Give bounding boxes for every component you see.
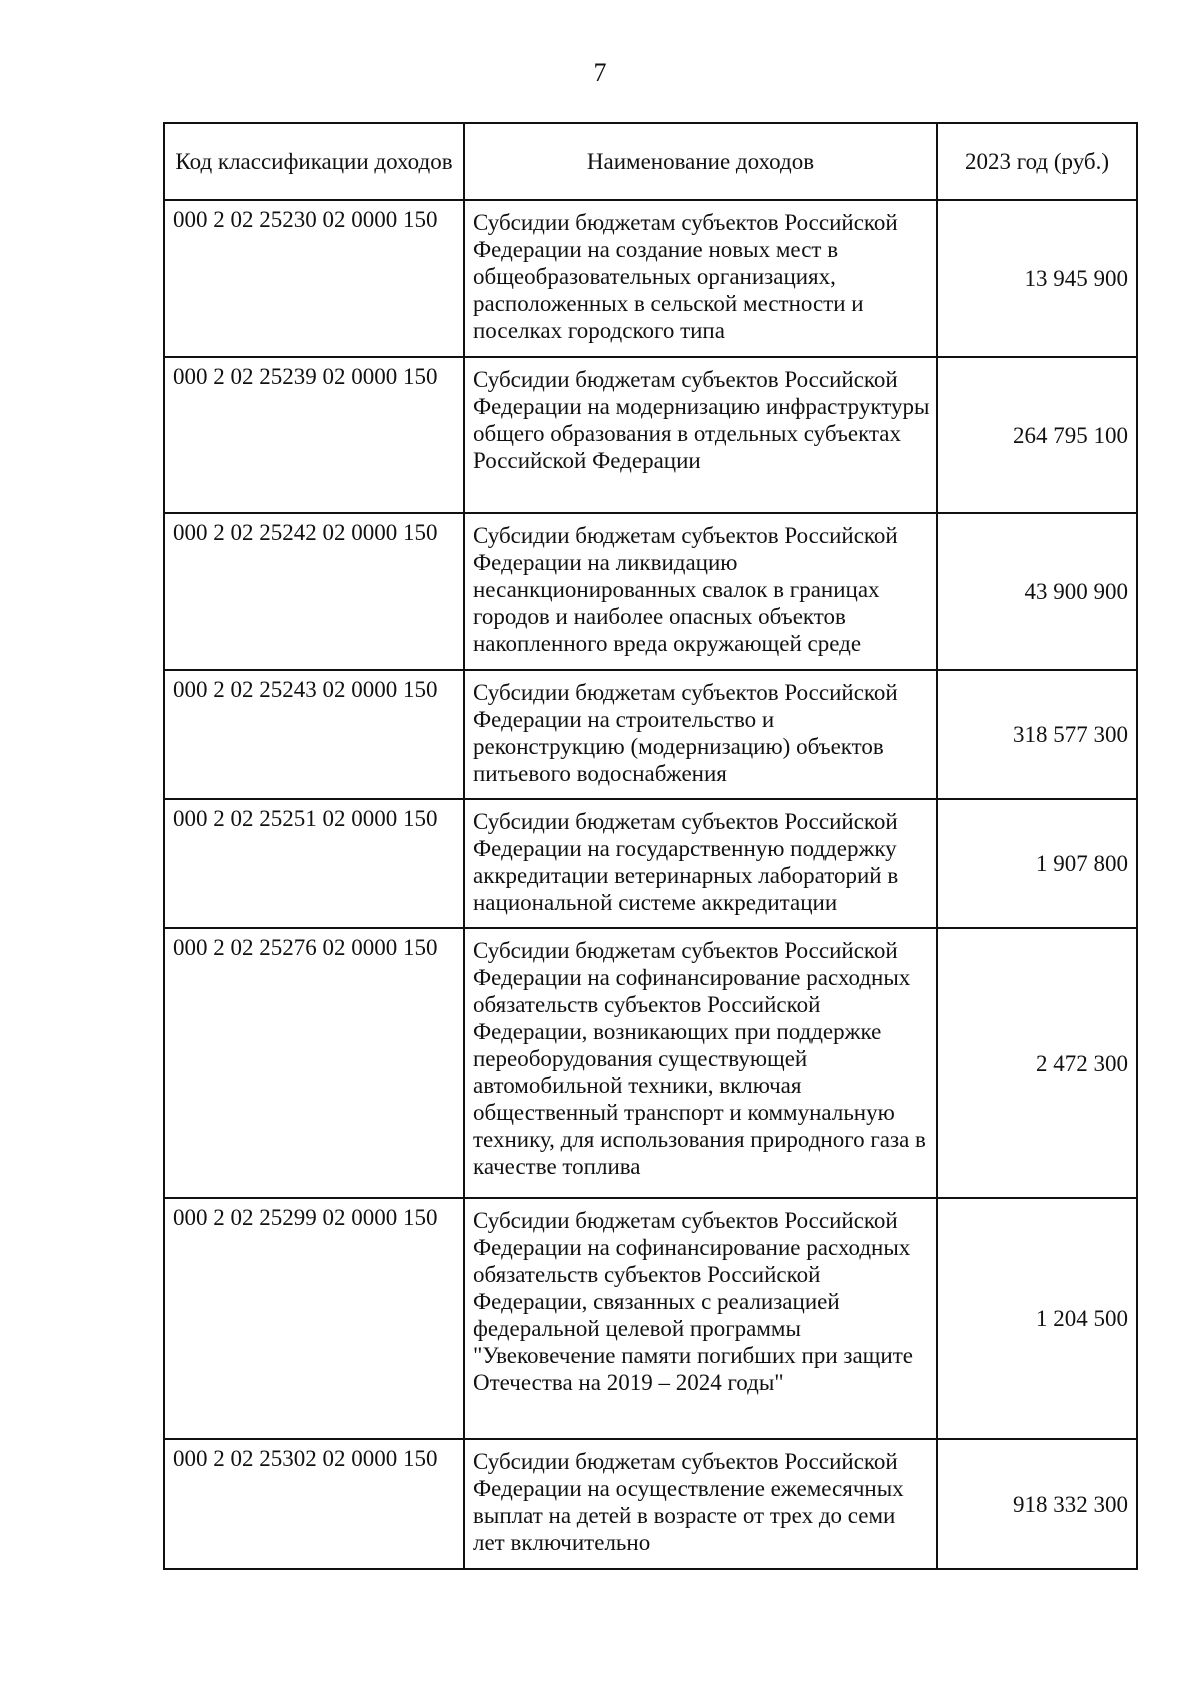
cell-amount: 13 945 900 <box>937 200 1137 357</box>
cell-amount: 2 472 300 <box>937 928 1137 1198</box>
table-row <box>164 1198 1137 1439</box>
cell-name: Субсидии бюджетам субъектов Российской Федерации на государственную поддержку аккредитации ветеринарных лабораторий в национальной системе аккредитации <box>464 799 937 928</box>
table-row <box>164 670 1137 799</box>
cell-code: 000 2 02 25251 02 0000 150 <box>164 799 464 928</box>
cell-name: Субсидии бюджетам субъектов Российской Федерации на модернизацию инфраструктуры общего образования в отдельных субъектах Российской Федерации <box>464 357 937 513</box>
table-row <box>164 513 1137 670</box>
header-name: Наименование доходов <box>464 123 937 200</box>
cell-code: 000 2 02 25302 02 0000 150 <box>164 1439 464 1569</box>
table-row <box>164 200 1137 357</box>
table-row <box>164 799 1137 928</box>
table-row <box>164 357 1137 513</box>
table-row <box>164 1439 1137 1569</box>
page-number: 7 <box>593 58 607 87</box>
cell-amount: 264 795 100 <box>937 357 1137 513</box>
table-row <box>164 928 1137 1198</box>
cell-code: 000 2 02 25276 02 0000 150 <box>164 928 464 1198</box>
cell-amount: 918 332 300 <box>937 1439 1137 1569</box>
header-amount: 2023 год (руб.) <box>937 123 1137 200</box>
cell-amount: 43 900 900 <box>937 513 1137 670</box>
cell-amount: 1 204 500 <box>937 1198 1137 1439</box>
cell-name: Субсидии бюджетам субъектов Российской Федерации на создание новых мест в общеобразовательных организациях, расположенных в сельской местности и поселках городского типа <box>464 200 937 357</box>
revenue-table <box>163 122 1138 1570</box>
cell-code: 000 2 02 25242 02 0000 150 <box>164 513 464 670</box>
cell-name: Субсидии бюджетам субъектов Российской Федерации на осуществление ежемесячных выплат на детей в возрасте от трех до семи лет включительно <box>464 1439 937 1569</box>
cell-amount: 1 907 800 <box>937 799 1137 928</box>
cell-code: 000 2 02 25230 02 0000 150 <box>164 200 464 357</box>
header-code: Код классификации доходов <box>164 123 464 200</box>
header-row <box>164 123 1137 200</box>
table-body <box>164 200 1137 1569</box>
cell-name: Субсидии бюджетам субъектов Российской Федерации на ликвидацию несанкционированных свалок в границах городов и наиболее опасных объектов накопленного вреда окружающей среде <box>464 513 937 670</box>
table-header <box>164 123 1137 200</box>
cell-code: 000 2 02 25299 02 0000 150 <box>164 1198 464 1439</box>
cell-name: Субсидии бюджетам субъектов Российской Федерации на софинансирование расходных обязательств субъектов Российской Федерации, связанных с реализацией федеральной целевой программы "Увековечение памяти погибших при защите Отечества на 2019 – 2024 годы" <box>464 1198 937 1439</box>
cell-code: 000 2 02 25239 02 0000 150 <box>164 357 464 513</box>
cell-name: Субсидии бюджетам субъектов Российской Федерации на строительство и реконструкцию (модернизацию) объектов питьевого водоснабжения <box>464 670 937 799</box>
cell-name: Субсидии бюджетам субъектов Российской Федерации на софинансирование расходных обязательств субъектов Российской Федерации, возникающих при поддержке переоборудования существующей автомобильной техники, включая общественный транспорт и коммунальную технику, для использования природного газа в качестве топлива <box>464 928 937 1198</box>
cell-amount: 318 577 300 <box>937 670 1137 799</box>
cell-code: 000 2 02 25243 02 0000 150 <box>164 670 464 799</box>
